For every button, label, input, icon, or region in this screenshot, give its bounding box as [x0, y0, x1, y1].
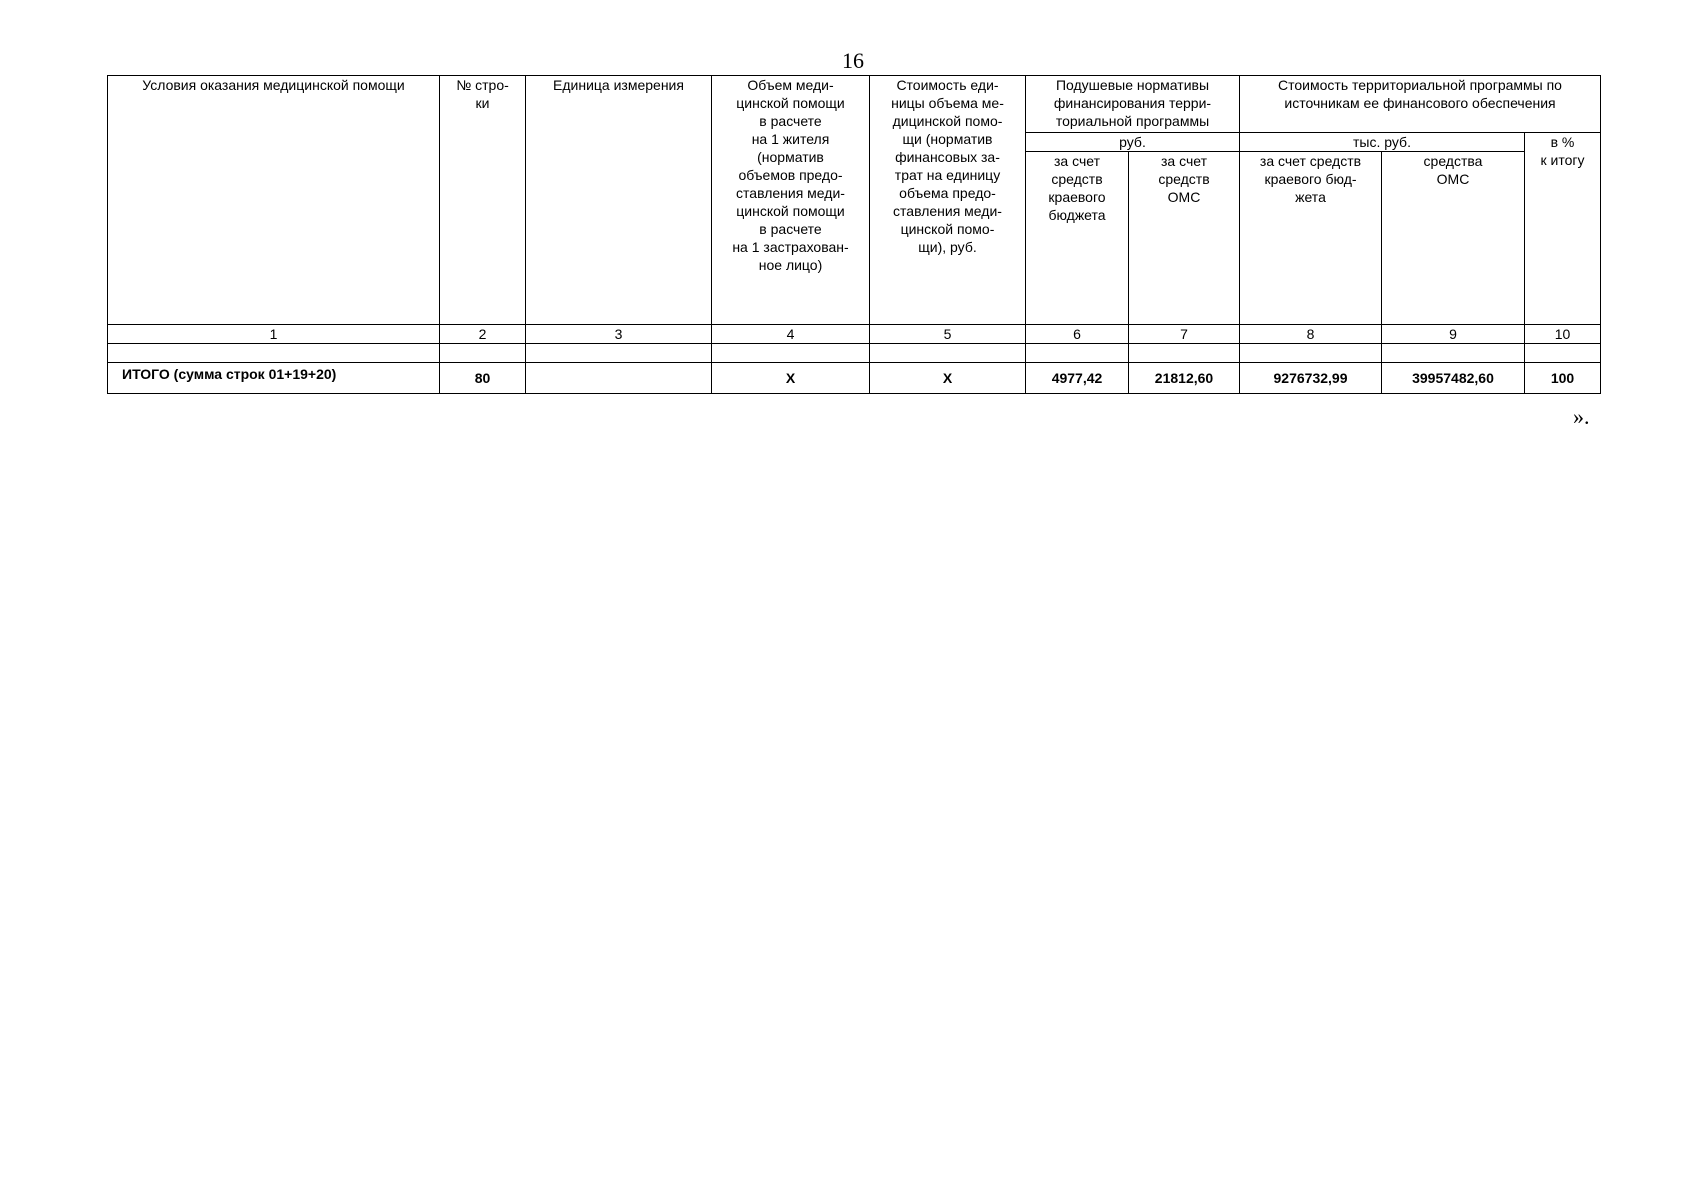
empty-cell — [712, 344, 870, 363]
column-number-row — [108, 325, 1601, 344]
empty-cell — [870, 344, 1026, 363]
total-row — [108, 363, 1601, 394]
total-row-number: 80 — [440, 363, 526, 394]
header-thousand-rub: тыс. руб. — [1240, 133, 1525, 152]
total-unit-cost: Х — [870, 363, 1026, 394]
header-regional-budget-funds: за счет средств краевого бюджета — [1026, 152, 1129, 325]
column-number: 9 — [1382, 325, 1525, 344]
empty-cell — [1026, 344, 1129, 363]
total-volume: Х — [712, 363, 870, 394]
column-number: 10 — [1525, 325, 1601, 344]
empty-cell — [1382, 344, 1525, 363]
header-row-top — [108, 76, 1601, 133]
page-number: 16 — [842, 48, 864, 73]
header-unit-cost: Стоимость еди- ницы объема ме- дицинской помо- щи (норматив финансовых за- трат на единицу объема предо- ставления меди- цинской помо- щи), руб. — [870, 76, 1026, 325]
total-cost-budget: 9276732,99 — [1240, 363, 1382, 394]
total-percent: 100 — [1525, 363, 1601, 394]
empty-cell — [526, 344, 712, 363]
header-volume: Объем меди- цинской помощи в расчете на 1 жителя (норматив объемов предо- ставления меди- цинской помощи в расчете на 1 застрахован- ное лицо) — [712, 76, 870, 325]
header-row-number: № стро- ки — [440, 76, 526, 325]
empty-cell — [1240, 344, 1382, 363]
header-rub: руб. — [1026, 133, 1240, 152]
territorial-program-cost-table — [107, 75, 1601, 394]
total-per-capita-oms: 21812,60 — [1129, 363, 1240, 394]
empty-cell — [440, 344, 526, 363]
header-oms-thousand: средства ОМС — [1382, 152, 1525, 325]
column-number: 2 — [440, 325, 526, 344]
column-number: 1 — [108, 325, 440, 344]
empty-cell — [1129, 344, 1240, 363]
empty-row — [108, 344, 1601, 363]
total-per-capita-budget: 4977,42 — [1026, 363, 1129, 394]
column-number: 3 — [526, 325, 712, 344]
header-percent-of-total: в % к итогу — [1525, 133, 1601, 325]
column-number: 7 — [1129, 325, 1240, 344]
header-regional-budget-thousand: за счет средств краевого бюд- жета — [1240, 152, 1382, 325]
total-unit — [526, 363, 712, 394]
header-conditions: Условия оказания медицинской помощи — [108, 76, 440, 325]
column-number: 6 — [1026, 325, 1129, 344]
header-unit: Единица измерения — [526, 76, 712, 325]
header-oms-funds: за счет средств ОМС — [1129, 152, 1240, 325]
empty-cell — [108, 344, 440, 363]
total-label: ИТОГО (сумма строк 01+19+20) — [108, 363, 440, 394]
column-number: 8 — [1240, 325, 1382, 344]
column-number: 5 — [870, 325, 1026, 344]
empty-cell — [1525, 344, 1601, 363]
closing-quote: ». — [1573, 404, 1590, 429]
header-per-capita: Подушевые нормативы финансирования терри- ториальной программы — [1026, 76, 1240, 133]
total-cost-oms: 39957482,60 — [1382, 363, 1525, 394]
column-number: 4 — [712, 325, 870, 344]
header-territorial-cost: Стоимость территориальной программы по источникам ее финансового обеспечения — [1240, 76, 1601, 133]
